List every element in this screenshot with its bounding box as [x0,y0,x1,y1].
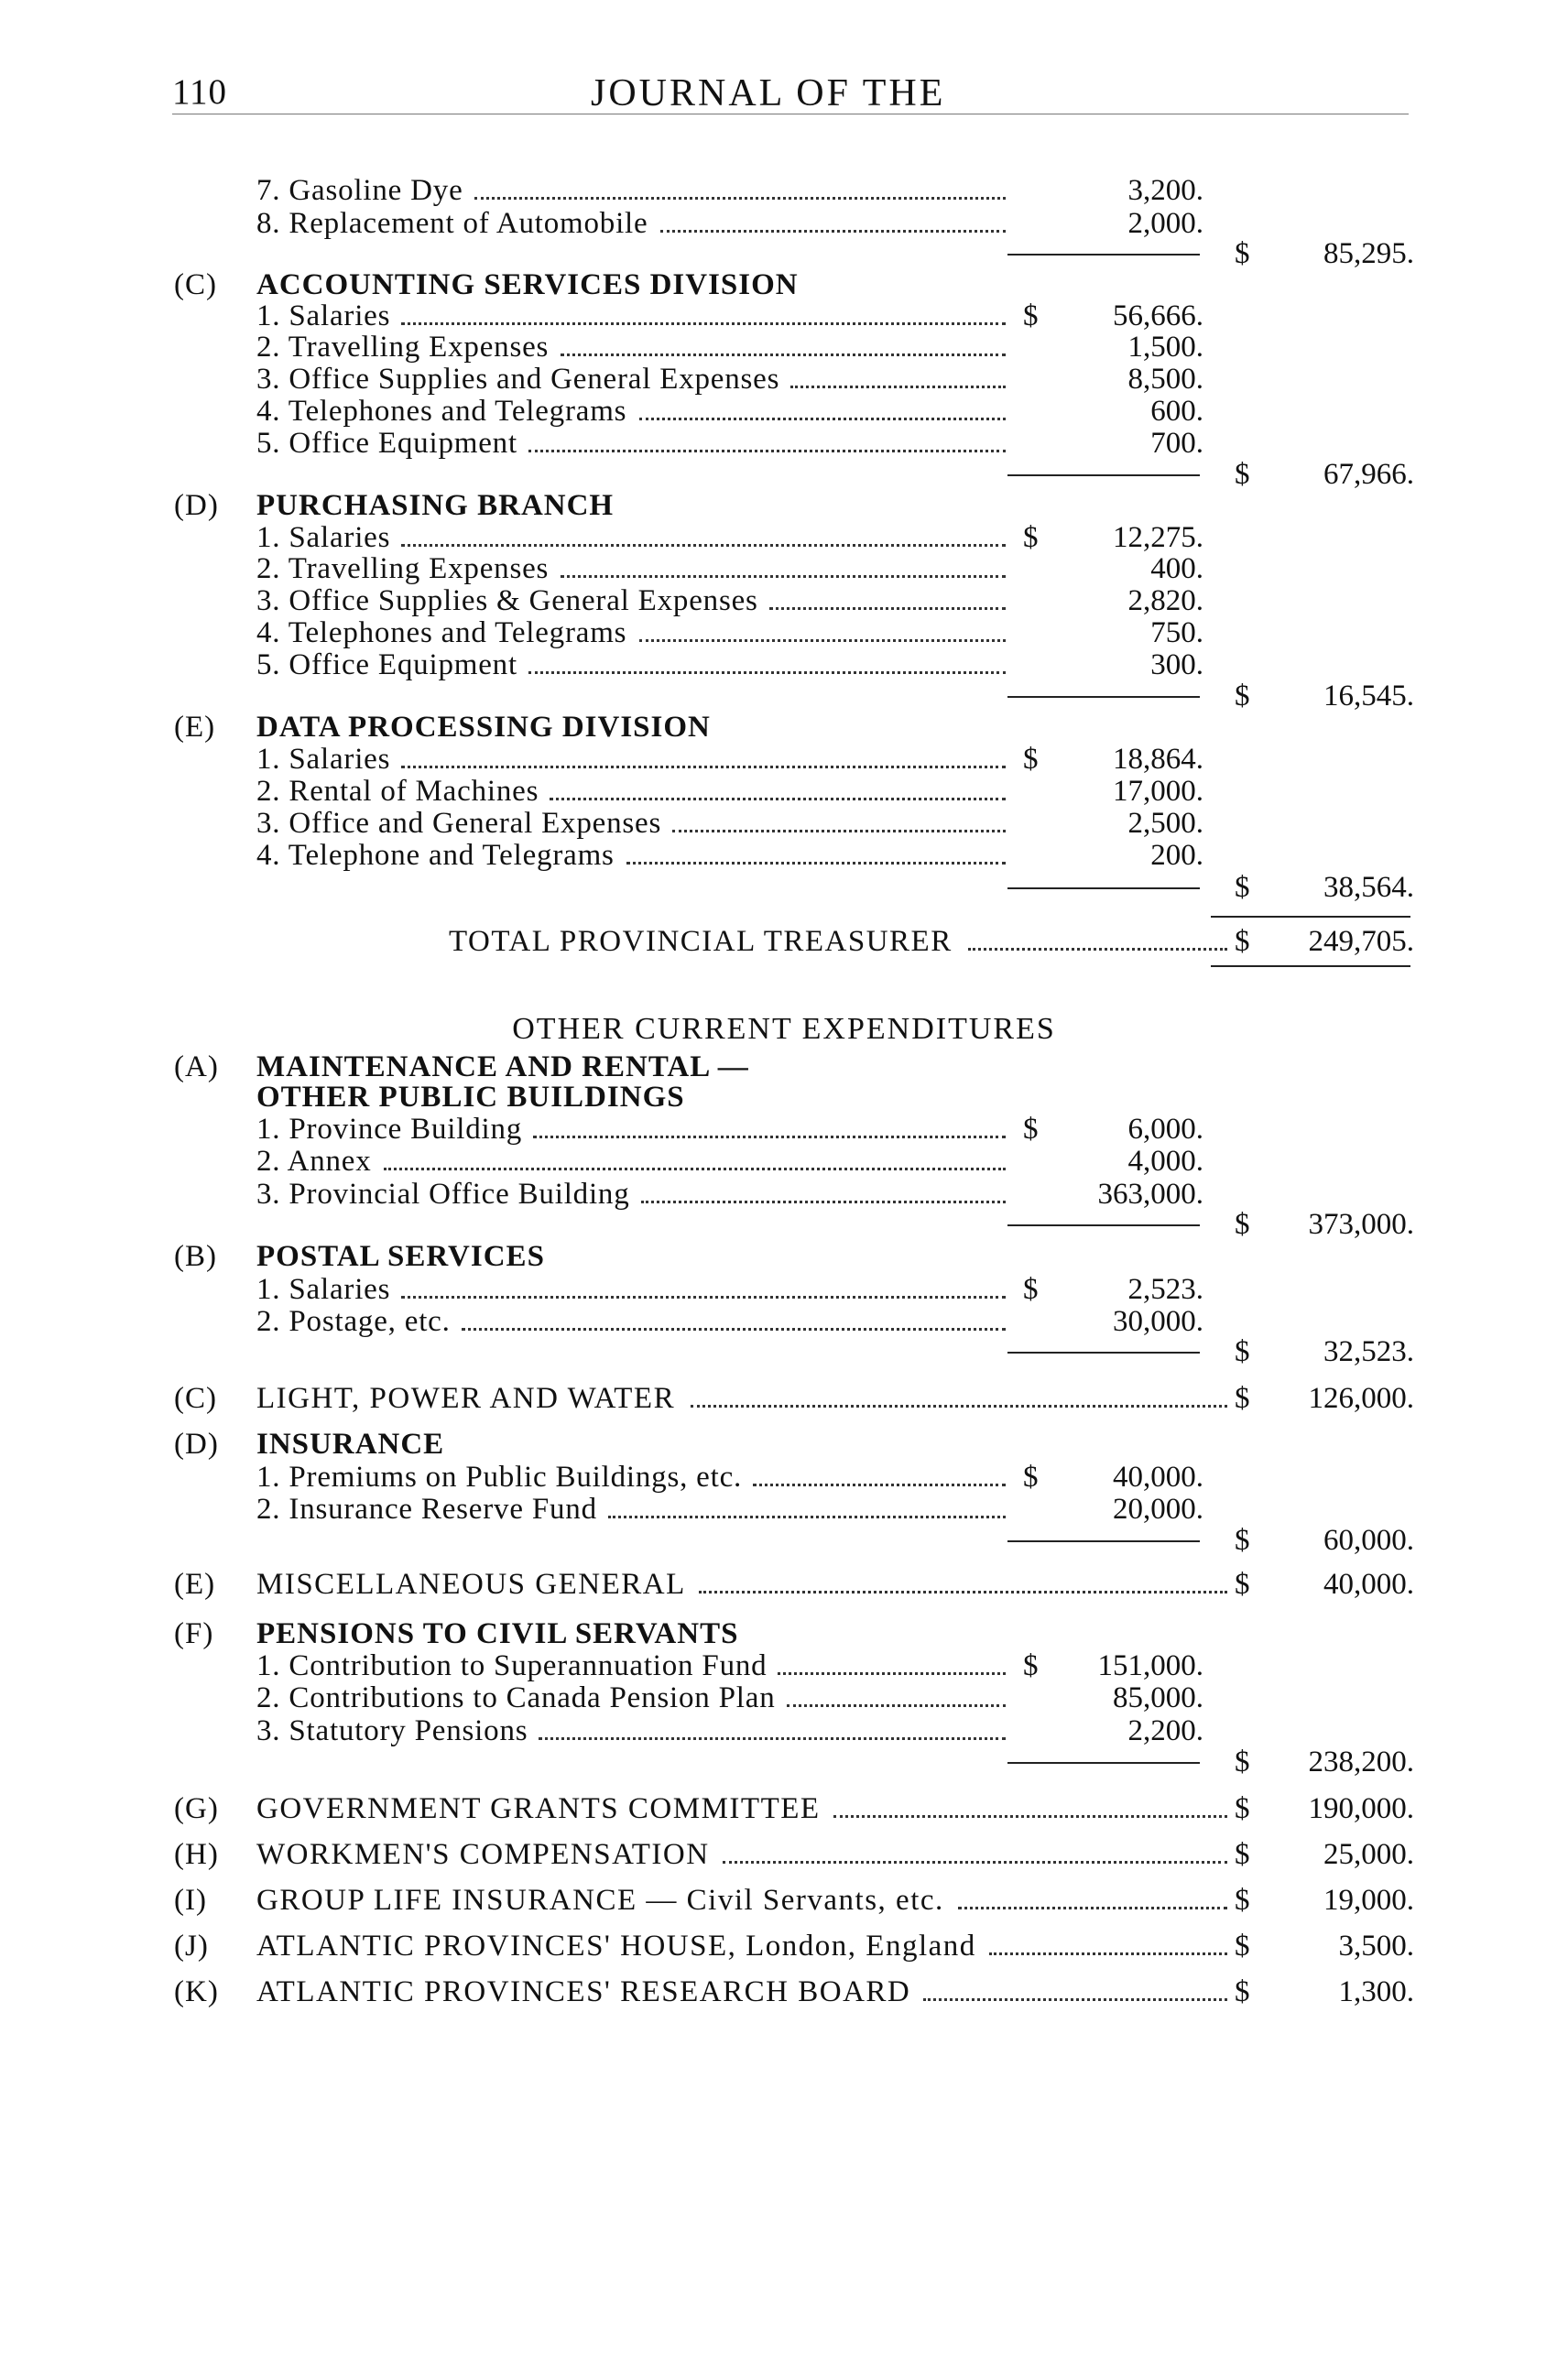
dot-leader [550,798,1006,800]
subtotal-amount: 238,200. [1308,1746,1414,1778]
section-title: LIGHT, POWER AND WATER [256,1382,676,1415]
line-item [0,550,1568,587]
dot-leader [769,607,1006,610]
dollar-sign: $ [1023,1461,1039,1494]
grand-total-amount: 249,705. [1308,925,1414,958]
subtotal-amount: 60,000. [1323,1524,1414,1557]
section-total: 3,500. [1338,1930,1414,1963]
dot-leader [968,948,1227,951]
section-letter: (G) [174,1792,219,1825]
journal-title: JOURNAL OF THE [591,72,946,114]
grand-total-rule-top [1211,916,1410,918]
dollar-sign: $ [1235,458,1250,491]
item-label: 1. Salaries [256,299,391,332]
single-line-section [0,1380,1568,1417]
item-label: 7. Gasoline Dye [256,174,463,207]
heading-title: OTHER CURRENT EXPENDITURES [512,1012,1056,1046]
dollar-sign: $ [1023,299,1039,332]
dollar-sign: $ [1235,1208,1250,1241]
dot-leader [699,1591,1227,1593]
subtotal-rule [1007,254,1200,256]
item-label: 1. Premiums on Public Buildings, etc. [256,1461,743,1494]
dollar-sign: $ [1235,1524,1250,1557]
grand-total-label: TOTAL PROVINCIAL TREASURER [449,925,953,958]
section-letter: (K) [174,1975,219,2008]
line-item [0,615,1568,651]
item-amount: 3,200. [1127,174,1203,207]
item-label: 1. Salaries [256,1273,391,1306]
section-letter: (D) [174,489,219,522]
dot-leader [401,766,1006,768]
item-amount: 151,000. [1097,1649,1203,1682]
section-title: ACCOUNTING SERVICES DIVISION [256,268,799,301]
line-item [0,393,1568,430]
item-label: 1. Contribution to Superannuation Fund [256,1649,768,1682]
section-title: OTHER PUBLIC BUILDINGS [256,1081,685,1114]
item-label: 4. Telephones and Telegrams [256,616,627,649]
item-label: 1. Salaries [256,521,391,554]
single-line-section [0,1836,1568,1873]
dollar-sign: $ [1235,871,1250,904]
section-letter: (B) [174,1240,217,1273]
item-amount: 6,000. [1127,1113,1203,1146]
dot-leader [923,1998,1227,2001]
dot-leader [691,1405,1227,1408]
item-amount: 56,666. [1113,299,1203,332]
subtotal-row [0,869,1568,906]
item-label: 4. Telephone and Telegrams [256,839,615,872]
section-heading [0,1238,1568,1275]
dollar-sign: $ [1023,1649,1039,1682]
item-label: 3. Statutory Pensions [256,1714,528,1747]
dot-leader [660,230,1006,233]
dot-leader [608,1516,1006,1518]
section-total: 19,000. [1323,1884,1414,1917]
section-heading [0,1079,1568,1115]
dot-leader [833,1815,1227,1818]
item-label: 2. Annex [256,1145,372,1178]
item-label: 2. Travelling Expenses [256,331,550,364]
dollar-sign: $ [1235,1975,1250,2008]
dot-leader [533,1136,1006,1138]
single-line-section [0,1882,1568,1919]
section-title: MISCELLANEOUS GENERAL [256,1568,686,1601]
subtotal-rule [1007,1352,1200,1354]
subtotal-amount: 16,545. [1323,680,1414,712]
item-amount: 1,500. [1127,331,1203,364]
dot-leader [384,1168,1006,1170]
subtotal-row [0,1744,1568,1780]
dot-leader [474,197,1006,200]
section-letter: (C) [174,1382,217,1415]
item-amount: 400. [1150,552,1203,585]
subtotal-rule [1007,1762,1200,1764]
section-total: 40,000. [1323,1568,1414,1601]
section-heading [0,1426,1568,1463]
subtotal-amount: 38,564. [1323,871,1414,904]
item-amount: 300. [1150,648,1203,681]
section-letter: (F) [174,1617,214,1650]
dollar-sign: $ [1235,1792,1250,1825]
item-label: 3. Office and General Expenses [256,807,662,840]
item-label: 8. Replacement of Automobile [256,207,648,240]
subtotal-rule [1007,1224,1200,1226]
section-total: 190,000. [1308,1792,1414,1825]
dollar-sign: $ [1235,1568,1250,1601]
item-amount: 2,500. [1127,807,1203,840]
dot-leader [528,450,1006,452]
item-label: 5. Office Equipment [256,648,517,681]
section-title: DATA PROCESSING DIVISION [256,711,711,744]
line-item [0,172,1568,209]
section-letter: (A) [174,1050,219,1083]
section-title: POSTAL SERVICES [256,1240,545,1273]
section-heading [0,1615,1568,1652]
line-item [0,805,1568,842]
item-amount: 8,500. [1127,363,1203,396]
section-title: GOVERNMENT GRANTS COMMITTEE [256,1792,821,1825]
single-line-section [0,1928,1568,1964]
section-heading [0,709,1568,745]
dollar-sign: $ [1235,1838,1250,1871]
section-total: 1,300. [1338,1975,1414,2008]
dollar-sign: $ [1023,1273,1039,1306]
subtotal-row [0,1522,1568,1559]
dot-leader [672,830,1006,832]
section-title: PENSIONS TO CIVIL SERVANTS [256,1617,739,1650]
line-item [0,1111,1568,1147]
subtotal-rule [1007,696,1200,698]
section-title: ATLANTIC PROVINCES' RESEARCH BOARD [256,1975,911,2008]
line-item [0,837,1568,874]
item-label: 2. Contributions to Canada Pension Plan [256,1681,776,1714]
section-title: WORKMEN'S COMPENSATION [256,1838,710,1871]
single-line-section [0,1790,1568,1827]
dollar-sign: $ [1235,1382,1250,1415]
dot-leader [626,862,1006,865]
item-amount: 2,820. [1127,584,1203,617]
item-label: 3. Office Supplies and General Expenses [256,363,780,396]
item-amount: 700. [1150,427,1203,460]
line-item [0,1648,1568,1684]
dot-leader [787,1704,1006,1707]
dot-leader [753,1484,1006,1486]
dollar-sign: $ [1235,680,1250,712]
item-amount: 2,523. [1127,1273,1203,1306]
dollar-sign: $ [1235,237,1250,270]
line-item [0,1143,1568,1180]
item-amount: 17,000. [1113,775,1203,808]
line-item [0,1680,1568,1716]
subtotal-amount: 373,000. [1308,1208,1414,1241]
line-item [0,1271,1568,1308]
section-total: 25,000. [1323,1838,1414,1871]
subtotal-rule [1007,1540,1200,1542]
line-item [0,773,1568,810]
page-number: 110 [172,72,228,112]
section-letter: (D) [174,1428,219,1461]
single-line-section [0,1566,1568,1603]
item-label: 5. Office Equipment [256,427,517,460]
section-letter: (I) [174,1884,207,1917]
dollar-sign: $ [1235,1930,1250,1963]
dot-leader [639,639,1006,642]
item-amount: 12,275. [1113,521,1203,554]
item-label: 2. Postage, etc. [256,1305,451,1338]
grand-total-row [0,923,1568,960]
dot-leader [401,322,1006,325]
line-item [0,361,1568,397]
subtotal-row [0,1206,1568,1243]
section-title: PURCHASING BRANCH [256,489,615,522]
subtotal-rule [1007,887,1200,889]
section-letter: (C) [174,268,217,301]
item-amount: 40,000. [1113,1461,1203,1494]
grand-total-rule-bottom [1211,965,1410,967]
dot-leader [528,671,1006,674]
dollar-sign: $ [1023,521,1039,554]
single-line-section [0,1974,1568,2010]
item-amount: 363,000. [1097,1178,1203,1211]
section-total: 126,000. [1308,1382,1414,1415]
item-amount: 2,200. [1127,1714,1203,1747]
dot-leader [790,386,1006,388]
section-title: MAINTENANCE AND RENTAL — [256,1050,749,1083]
dot-leader [723,1861,1227,1864]
item-amount: 2,000. [1127,207,1203,240]
item-label: 1. Salaries [256,743,391,776]
line-item [0,1459,1568,1495]
line-item [0,741,1568,778]
section-title: GROUP LIFE INSURANCE — Civil Servants, etc. [256,1884,944,1917]
section-heading [0,487,1568,524]
item-label: 3. Provincial Office Building [256,1178,630,1211]
section-letter: (H) [174,1838,219,1871]
dot-leader [641,1201,1006,1203]
item-amount: 600. [1150,395,1203,428]
item-amount: 85,000. [1113,1681,1203,1714]
item-amount: 750. [1150,616,1203,649]
dot-leader [462,1328,1006,1331]
dot-leader [401,544,1006,547]
dollar-sign: $ [1023,1113,1039,1146]
line-item [0,582,1568,619]
item-amount: 200. [1150,839,1203,872]
subtotal-amount: 32,523. [1323,1335,1414,1368]
item-label: 2. Insurance Reserve Fund [256,1493,597,1526]
item-amount: 4,000. [1127,1145,1203,1178]
item-label: 1. Province Building [256,1113,523,1146]
section-title: ATLANTIC PROVINCES' HOUSE, London, England [256,1930,976,1963]
dollar-sign: $ [1023,743,1039,776]
item-label: 2. Travelling Expenses [256,552,550,585]
page-header [0,71,1568,126]
item-label: 3. Office Supplies & General Expenses [256,584,758,617]
dot-leader [539,1737,1006,1740]
section-letter: (E) [174,711,216,744]
dot-leader [778,1672,1006,1675]
line-item [0,329,1568,365]
item-label: 2. Rental of Machines [256,775,539,808]
dollar-sign: $ [1235,1884,1250,1917]
dollar-sign: $ [1235,1335,1250,1368]
dot-leader [401,1296,1006,1299]
section-title: INSURANCE [256,1428,445,1461]
subtotal-row [0,1333,1568,1370]
section-letter: (J) [174,1930,209,1963]
dot-leader [561,575,1006,578]
dot-leader [958,1907,1227,1909]
dot-leader [989,1952,1227,1955]
item-label: 4. Telephones and Telegrams [256,395,627,428]
subtotal-amount: 85,295. [1323,237,1414,270]
dollar-sign: $ [1235,925,1250,958]
dollar-sign: $ [1235,1746,1250,1778]
expenditures-heading [0,1011,1568,1048]
item-amount: 18,864. [1113,743,1203,776]
subtotal-amount: 67,966. [1323,458,1414,491]
item-amount: 20,000. [1113,1493,1203,1526]
subtotal-rule [1007,474,1200,476]
section-letter: (E) [174,1568,216,1601]
dot-leader [561,353,1006,356]
item-amount: 30,000. [1113,1305,1203,1338]
dot-leader [639,418,1006,420]
